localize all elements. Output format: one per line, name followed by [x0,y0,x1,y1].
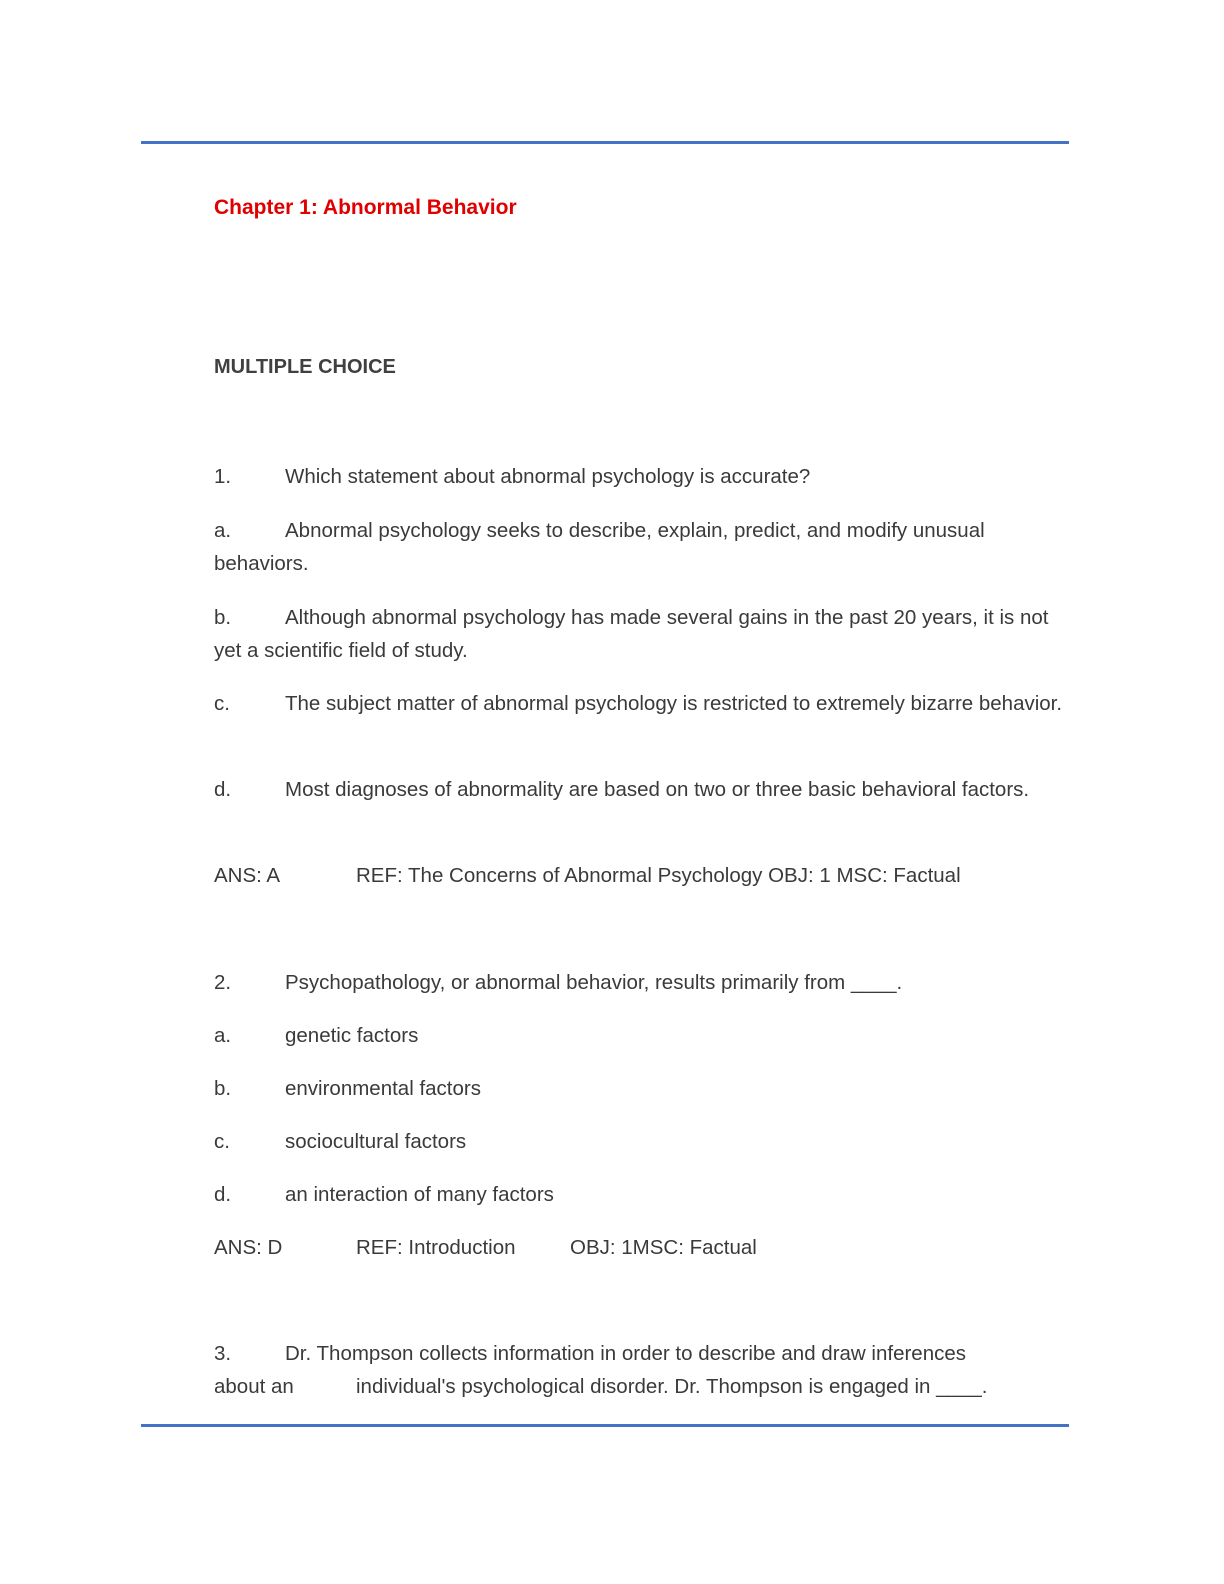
option-text: The subject matter of abnormal psychology is restricted to extremely bizarre behavior. [285,692,1063,715]
question-number: 2. [214,971,232,994]
question-text: Which statement about abnormal psychology is accurate? [285,465,811,488]
option-label: d. [214,778,232,801]
question-1-option-c [214,687,1064,720]
answer-reference: REF: Introduction [356,1236,516,1259]
question-2-option-c [214,1125,1064,1158]
question-1-option-b [214,601,1064,667]
answer-key: ANS: A [214,864,281,887]
question-text-continued: about an [214,1375,294,1398]
question-3-stem [214,1337,1064,1403]
header-rule [141,141,1069,144]
answer-reference: REF: The Concerns of Abnormal Psychology OBJ: 1 MSC: Factual [356,864,961,887]
question-2-option-a [214,1019,1064,1052]
option-text: Most diagnoses of abnormality are based on two or three basic behavioral factors. [285,778,1030,801]
question-2-option-d [214,1178,1064,1211]
answer-objective: OBJ: 1MSC: Factual [570,1236,757,1259]
question-2-answer-line [214,1231,1064,1264]
option-text: an interaction of many factors [285,1183,554,1206]
option-label: c. [214,692,230,715]
option-text: Abnormal psychology seeks to describe, explain, predict, and modify unusual behaviors. [214,519,985,575]
question-number: 3. [214,1342,232,1365]
option-text: environmental factors [285,1077,481,1100]
question-1-option-a [214,514,1064,580]
question-2-stem [214,966,1064,999]
option-text: genetic factors [285,1024,419,1047]
question-text: Dr. Thompson collects information in order to describe and draw inferences [285,1342,967,1365]
chapter-title: Chapter 1: Abnormal Behavior [214,196,517,219]
footer-rule [141,1424,1069,1427]
question-1-option-d [214,773,1064,806]
section-heading: MULTIPLE CHOICE [214,356,396,378]
question-1-stem [214,460,1064,493]
option-label: b. [214,1077,232,1100]
option-label: a. [214,1024,232,1047]
question-text: Psychopathology, or abnormal behavior, results primarily from ____. [285,971,903,994]
question-number: 1. [214,465,232,488]
question-1-answer-line [214,859,1064,892]
option-text: Although abnormal psychology has made several gains in the past 20 years, it is not yet a scientific field of study. [214,606,1049,662]
answer-key: ANS: D [214,1236,283,1259]
question-2-option-b [214,1072,1064,1105]
option-label: a. [214,519,232,542]
option-label: c. [214,1130,230,1153]
question-text-continued-2: individual's psychological disorder. Dr. Thompson is engaged in ____. [356,1375,988,1398]
option-text: sociocultural factors [285,1130,467,1153]
option-label: b. [214,606,232,629]
option-label: d. [214,1183,232,1206]
